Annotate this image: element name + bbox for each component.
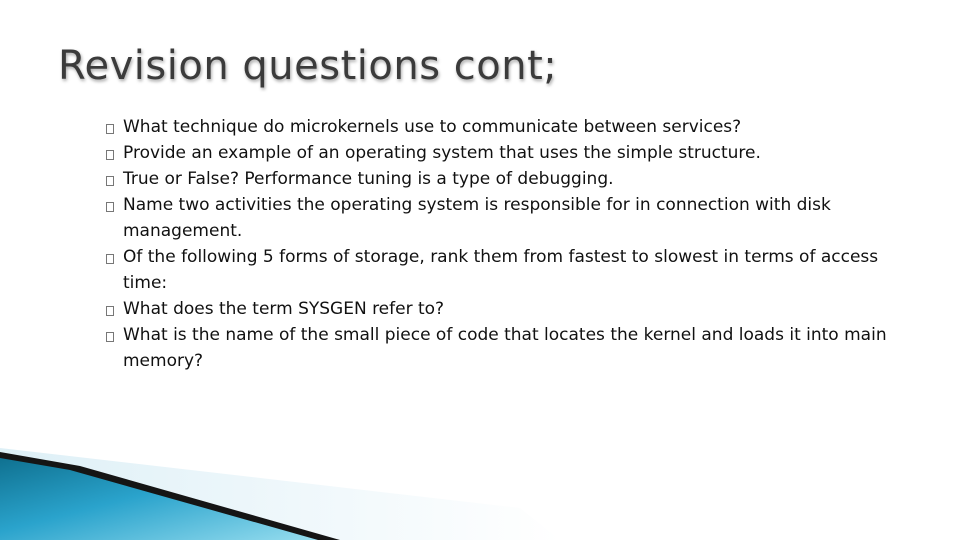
decor-fade-band xyxy=(0,448,560,540)
decor-blue-wedge xyxy=(0,455,330,540)
bullet-text: Of the following 5 forms of storage, rank them from fastest to slowest in terms of access time: xyxy=(123,247,879,293)
bullet-text: Provide an example of an operating system that uses the simple structure. xyxy=(123,143,761,163)
slide-title: Revision questions cont; xyxy=(58,43,558,89)
bullet-text: What technique do microkernels use to communicate between services? xyxy=(123,117,742,137)
bullet-text: True or False? Performance tuning is a type of debugging. xyxy=(123,169,614,189)
bullet-text: What does the term SYSGEN refer to? xyxy=(123,299,445,319)
square-bullet-icon xyxy=(106,254,114,264)
bullet-list xyxy=(104,114,904,374)
square-bullet-icon xyxy=(106,202,114,212)
list-item xyxy=(104,296,904,322)
list-item xyxy=(104,114,904,140)
list-item xyxy=(104,322,904,374)
square-bullet-icon xyxy=(106,150,114,160)
list-item xyxy=(104,244,904,296)
bullet-text: Name two activities the operating system is responsible for in connection with disk management. xyxy=(123,195,831,241)
list-item xyxy=(104,192,904,244)
square-bullet-icon xyxy=(106,306,114,316)
list-item xyxy=(104,166,904,192)
square-bullet-icon xyxy=(106,332,114,342)
list-item xyxy=(104,140,904,166)
square-bullet-icon xyxy=(106,124,114,134)
square-bullet-icon xyxy=(106,176,114,186)
decor-dark-stroke xyxy=(0,452,340,540)
bullet-text: What is the name of the small piece of code that locates the kernel and loads it into main memory? xyxy=(123,325,887,371)
